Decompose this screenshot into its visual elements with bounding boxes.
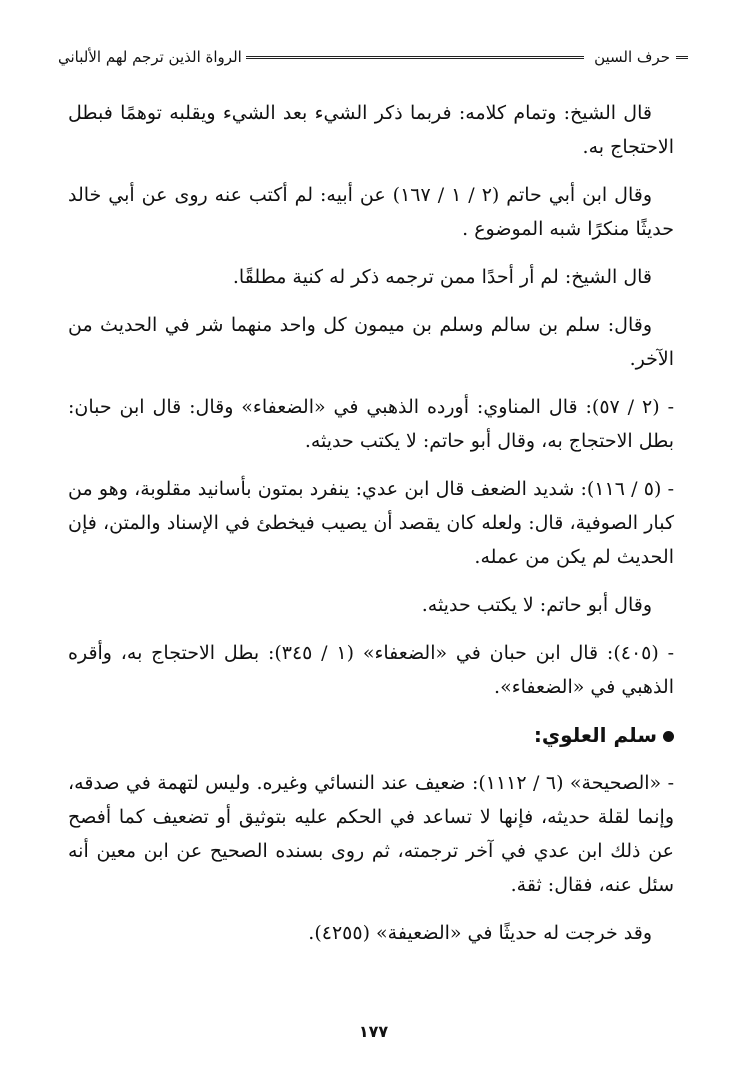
page-number: ١٧٧ [358, 1022, 389, 1041]
header-rule [246, 56, 584, 59]
header-dash-mark [676, 56, 688, 59]
paragraph: - «الصحيحة» (٦ / ١١١٢): ضعيف عند النسائي وغيره. وليس لتهمة في صدقه، وإنما لقلة حديثه، فإنها لا تساعد في الحكم عليه بتوثيق أو تضعيف كما أفصح عن ذلك ابن عدي في آخر ترجمته، ثم روى بسنده الصحيح عن ابن معين أنه سئل عنه، فقال: ثقة. [68, 772, 675, 896]
entry-heading-text: سلم العلوي: [533, 723, 657, 747]
entry-heading [68, 718, 674, 752]
paragraph: - (٤٠٥): قال ابن حبان في «الضعفاء» (١ / ٣٤٥): بطل الاحتجاج به، وأقره الذهبي في «الضعفاء». [68, 642, 675, 698]
paragraph: قال الشيخ: لم أر أحدًا ممن ترجمه ذكر له كنية مطلقًا. [232, 266, 652, 288]
paragraph: وقد خرجت له حديثًا في «الضعيفة» (٤٢٥٥). [308, 922, 652, 944]
page-content [68, 96, 674, 950]
bullet-icon [663, 731, 674, 742]
paragraph: - (٥ / ١١٦): شديد الضعف قال ابن عدي: ينفرد بمتون بأسانيد مقلوبة، وهو من كبار الصوفية، قال: ولعله كان يقصد أن يصيب فيخطئ في الإسناد والمتن، فإن الحديث لم يكن من عمله. [68, 478, 675, 568]
paragraph: قال الشيخ: وتمام كلامه: فربما ذكر الشيء بعد الشيء ويقلبه توهمًا فبطل الاحتجاج به. [68, 102, 674, 158]
running-header [58, 44, 688, 70]
paragraph: - (٢ / ٥٧): قال المناوي: أورده الذهبي في «الضعفاء» وقال: قال ابن حبان: بطل الاحتجاج به، وقال أبو حاتم: لا يكتب حديثه. [68, 396, 674, 452]
header-section-name: حرف السين [594, 48, 670, 66]
header-book-title: الرواة الذين ترجم لهم الألباني [58, 48, 242, 66]
paragraph: وقال أبو حاتم: لا يكتب حديثه. [421, 594, 652, 616]
paragraph: وقال: سلم بن سالم وسلم بن ميمون كل واحد منهما شر في الحديث من الآخر. [68, 314, 674, 370]
paragraph: وقال ابن أبي حاتم (٢ / ١ / ١٦٧) عن أبيه: لم أكتب عنه روى عن أبي خالد حديثًا منكرًا شبه الموضوع . [68, 184, 674, 240]
